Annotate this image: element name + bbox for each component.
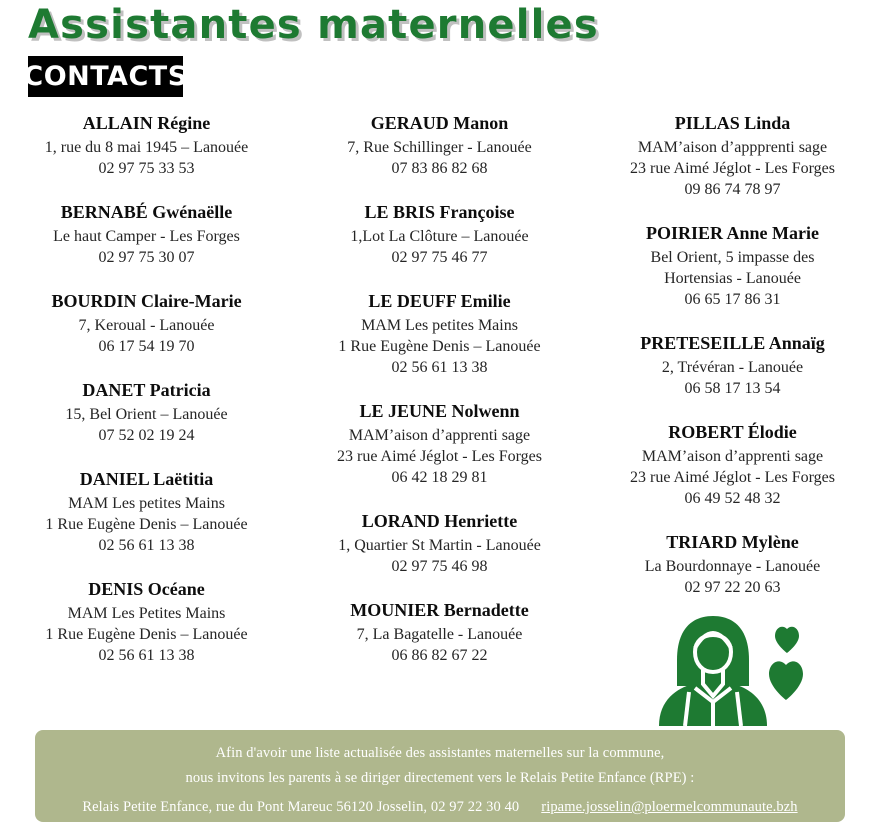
contact-entry [594, 421, 871, 509]
contact-address: 1 Rue Eugène Denis – Lanouée [338, 338, 541, 355]
contact-name: GERAUD Manon [370, 113, 509, 133]
contacts-column-3 [586, 112, 879, 688]
contact-phone: 09 86 74 78 97 [684, 181, 781, 198]
contact-address: 1 Rue Eugène Denis – Lanouée [45, 516, 248, 533]
contact-address: 7, La Bagatelle - Lanouée [356, 626, 523, 643]
contact-address: 1, Quartier St Martin - Lanouée [338, 537, 541, 554]
contact-address: 23 rue Aimé Jéglot - Les Forges [629, 469, 835, 486]
footer-line-1: Afin d'avoir une liste actualisée des assistantes maternelles sur la commune, [215, 745, 665, 761]
contact-phone: 02 56 61 13 38 [391, 359, 488, 376]
contacts-columns [0, 112, 879, 688]
contact-name: MOUNIER Bernadette [350, 600, 529, 620]
contact-entry [594, 531, 871, 598]
contact-name: DENIS Océane [88, 579, 205, 599]
contact-address: 7, Rue Schillinger - Lanouée [347, 139, 532, 156]
contact-name: LE JEUNE Nolwenn [359, 401, 520, 421]
contact-address: 15, Bel Orient – Lanouée [65, 406, 228, 423]
contact-phone: 07 52 02 19 24 [98, 427, 195, 444]
contact-name: DANET Patricia [82, 380, 211, 400]
contact-phone: 02 97 22 20 63 [684, 579, 781, 596]
contact-entry [301, 290, 578, 378]
footer-banner [35, 730, 845, 822]
contacts-badge: CONTACTS [28, 56, 183, 97]
contact-entry [594, 112, 871, 200]
contact-entry [301, 112, 578, 179]
contact-structure: MAM Les petites Mains [361, 317, 518, 334]
contact-name: LE BRIS Françoise [364, 202, 515, 222]
contact-address: La Bourdonnaye - Lanouée [644, 558, 821, 575]
contact-entry [8, 112, 285, 179]
contact-structure: MAM’aison d’appprenti sage [637, 139, 828, 156]
contact-name: ROBERT Élodie [668, 422, 797, 442]
contact-entry [8, 290, 285, 357]
contact-phone: 06 65 17 86 31 [684, 291, 781, 308]
contact-phone: 02 97 75 33 53 [98, 160, 195, 177]
contact-entry [301, 400, 578, 488]
contact-name: PILLAS Linda [674, 113, 791, 133]
contact-phone: 02 56 61 13 38 [98, 537, 195, 554]
contact-name: TRIARD Mylène [666, 532, 799, 552]
contact-phone: 02 56 61 13 38 [98, 647, 195, 664]
contact-entry [301, 510, 578, 577]
contact-entry [8, 379, 285, 446]
contact-name: BERNABÉ Gwénaëlle [60, 202, 233, 222]
contact-address: Le haut Camper - Les Forges [53, 228, 240, 245]
contact-name: LORAND Henriette [361, 511, 518, 531]
page-title: Assistantes maternelles [28, 2, 599, 48]
contact-address: Bel Orient, 5 impasse des [650, 249, 815, 266]
contact-address: 1, rue du 8 mai 1945 – Lanouée [44, 139, 249, 156]
contact-entry [301, 201, 578, 268]
contact-phone: 02 97 75 46 98 [391, 558, 488, 575]
contact-phone: 06 58 17 13 54 [684, 380, 781, 397]
contact-address: 1 Rue Eugène Denis – Lanouée [45, 626, 248, 643]
contact-address-2: Hortensias - Lanouée [664, 270, 801, 287]
contact-structure: MAM’aison d’apprenti sage [641, 448, 824, 465]
contact-address: 1,Lot La Clôture – Lanouée [350, 228, 529, 245]
contact-entry [594, 222, 871, 310]
footer-email-link[interactable]: ripame.josselin@ploermelcommunaute.bzh [541, 799, 798, 815]
contact-address: 7, Keroual - Lanouée [78, 317, 215, 334]
contact-entry [594, 332, 871, 399]
contact-entry [8, 201, 285, 268]
contact-address: 23 rue Aimé Jéglot - Les Forges [629, 160, 835, 177]
contact-phone: 06 86 82 67 22 [391, 647, 488, 664]
contact-name: POIRIER Anne Marie [646, 223, 819, 243]
contact-address: 23 rue Aimé Jéglot - Les Forges [336, 448, 542, 465]
contact-phone: 06 49 52 48 32 [684, 490, 781, 507]
page-header [0, 0, 879, 112]
contact-name: PRETESEILLE Annaïg [640, 333, 825, 353]
footer-address: Relais Petite Enfance, rue du Pont Mareuc 56120 Josselin, 02 97 22 30 40 [82, 799, 520, 815]
footer-contact-line [35, 795, 845, 820]
contact-phone: 06 42 18 29 81 [391, 469, 488, 486]
contact-name: BOURDIN Claire-Marie [51, 291, 242, 311]
contacts-column-2 [293, 112, 586, 688]
contact-structure: MAM Les petites Mains [68, 495, 225, 512]
contact-entry [8, 578, 285, 666]
contact-phone: 06 17 54 19 70 [98, 338, 195, 355]
contacts-column-1 [0, 112, 293, 688]
contact-phone: 02 97 75 30 07 [98, 249, 195, 266]
contact-address: 2, Trévéran - Lanouée [661, 359, 804, 376]
contact-structure: MAM’aison d’apprenti sage [348, 427, 531, 444]
contact-entry [8, 468, 285, 556]
contact-name: ALLAIN Régine [82, 113, 211, 133]
contact-phone: 02 97 75 46 77 [391, 249, 488, 266]
contact-structure: MAM Les Petites Mains [67, 605, 226, 622]
contact-name: DANIEL Laëtitia [79, 469, 214, 489]
contact-entry [301, 599, 578, 666]
contact-name: LE DEUFF Emilie [368, 291, 511, 311]
childcare-worker-with-hearts-icon [655, 608, 815, 728]
contact-phone: 07 83 86 82 68 [391, 160, 488, 177]
footer-line-2: nous invitons les parents à se diriger directement vers le Relais Petite Enfance (RPE) : [185, 770, 695, 786]
